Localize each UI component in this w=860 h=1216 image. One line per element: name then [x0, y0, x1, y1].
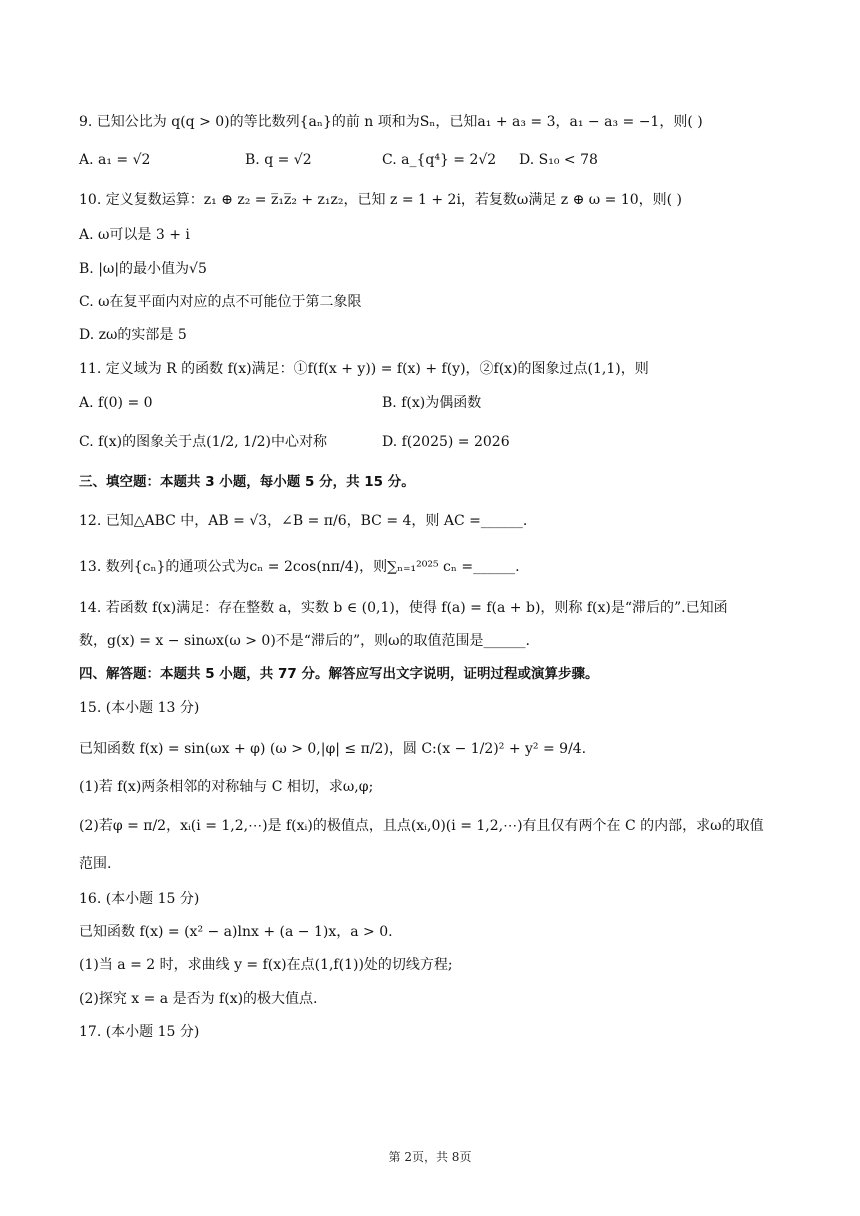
question-11-stem: 11. 定义域为 R 的函数 f(x)满足：①f(f(x + y)) = f(x) + f(y)，②f(x)的图象过点(1,1)，则	[79, 361, 649, 377]
question-11-option-c: C. f(x)的图象关于点(1/2, 1/2)中心对称	[79, 434, 328, 450]
question-16-part-2: (2)探究 x = a 是否为 f(x)的极大值点.	[79, 991, 318, 1007]
question-14-line-1: 14. 若函数 f(x)满足：存在整数 a，实数 b ∈ (0,1)，使得 f(a) = f(a + b)，则称 f(x)是“滞后的”.已知函	[79, 600, 728, 616]
question-10-option-d: D. zω的实部是 5	[79, 327, 187, 343]
section-4-heading: 四、解答题：本题共 5 小题，共 77 分。解答应写出文字说明，证明过程或演算步骤。	[79, 666, 599, 682]
section-3-heading: 三、填空题：本题共 3 小题，每小题 5 分，共 15 分。	[79, 474, 415, 490]
question-9-option-a: A. a₁ = √2	[79, 152, 151, 168]
question-15-heading: 15. (本小题 13 分)	[79, 700, 200, 716]
question-10-option-a: A. ω可以是 3 + i	[79, 227, 190, 243]
question-15-part-1: (1)若 f(x)两条相邻的对称轴与 C 相切，求ω,φ;	[79, 779, 374, 795]
question-16-heading: 16. (本小题 15 分)	[79, 891, 200, 907]
question-15-part-2-line-2: 范围.	[79, 856, 112, 872]
question-9-option-d: D. S₁₀ < 78	[519, 152, 598, 168]
question-15-stem: 已知函数 f(x) = sin(ωx + φ) (ω > 0,|φ| ≤ π/2)，圆 C:(x − 1/2)² + y² = 9/4.	[79, 741, 587, 757]
question-13: 13. 数列{cₙ}的通项公式为cₙ = 2cos(nπ/4)，则∑ₙ₌₁²⁰²⁵ cₙ =______.	[79, 559, 520, 575]
question-11-option-a: A. f(0) = 0	[79, 395, 153, 411]
question-9-stem: 9. 已知公比为 q(q > 0)的等比数列{aₙ}的前 n 项和为Sₙ，已知a₁ + a₃ = 3，a₁ − a₃ = −1，则( )	[79, 114, 703, 130]
question-11-option-d: D. f(2025) = 2026	[382, 434, 510, 450]
question-16-part-1: (1)当 a = 2 时，求曲线 y = f(x)在点(1,f(1))处的切线方程;	[79, 957, 453, 973]
question-10-stem: 10. 定义复数运算：z₁ ⊕ z₂ = z̅₁z̅₂ + z₁z₂，已知 z = 1 + 2i，若复数ω满足 z ⊕ ω = 10，则( )	[79, 192, 683, 208]
question-14-line-2: 数，g(x) = x − sinωx(ω > 0)不是“滞后的”，则ω的取值范围是______.	[79, 633, 530, 649]
question-15-part-2-line-1: (2)若φ = π/2，xᵢ(i = 1,2,⋯)是 f(xᵢ)的极值点，且点(xᵢ,0)(i = 1,2,⋯)有且仅有两个在 C 的内部，求ω的取值	[79, 818, 764, 834]
question-9-option-c: C. a_{q⁴} = 2√2	[382, 152, 497, 168]
page-footer: 第 2页，共 8页	[388, 1150, 472, 1164]
question-10-option-c: C. ω在复平面内对应的点不可能位于第二象限	[79, 294, 362, 310]
question-17-heading: 17. (本小题 15 分)	[79, 1024, 200, 1040]
question-12: 12. 已知△ABC 中，AB = √3，∠B = π/6，BC = 4，则 AC =______.	[79, 513, 528, 529]
question-9-option-b: B. q = √2	[245, 152, 312, 168]
question-16-stem: 已知函数 f(x) = (x² − a)lnx + (a − 1)x，a > 0.	[79, 924, 393, 940]
question-11-option-b: B. f(x)为偶函数	[382, 395, 482, 411]
question-10-option-b: B. |ω|的最小值为√5	[79, 261, 207, 277]
